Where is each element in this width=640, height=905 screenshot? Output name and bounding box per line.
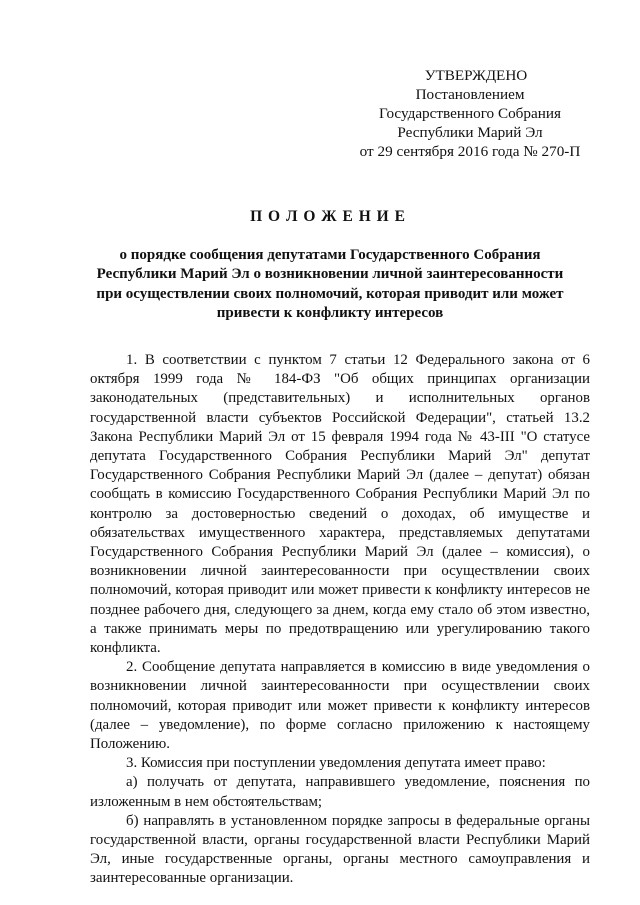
document-body [90,351,590,889]
approval-heading: УТВЕРЖДЕНО [424,67,528,84]
approval-stamp [340,66,600,161]
paragraph-1: 1. В соответствии с пунктом 7 статьи 12 Федерального закона от 6 октября 1999 года № 184-ФЗ "Об общих принципах организации законодательных (представительных) и исполнительных органов государственной власти субъектов Российской Федерации", статьей 13.2 Закона Республики Марий Эл от 15 февраля 1994 года № 43-III "О статусе депутата Государственного Собрания Республики Марий Эл" депутат Государственного Собрания Республики Марий Эл (далее – депутат) обязан сообщать в комиссию Государственного Собрания Республики Марий Эл по контролю за достоверностью сведений о доходах, об имуществе и обязательствах имущественного характера, представляемых депутатами Государственного Собрания Республики Марий Эл (далее – комиссия), о возникновении личной заинтересованности при осуществлении своих полномочий, которая приводит или может привести к конфликту интересов не позднее рабочего дня, следующего за днем, когда ему стало об этом известно, а также принимать меры по предотвращению или урегулированию такого конфликта. [90,352,590,657]
paragraph-2: 2. Сообщение депутата направляется в комиссию в виде уведомления о возникновении личной заинтересованности при осуществлении своих полномочий, которая приводит или может привести к конфликту интересов (далее – уведомление), по форме согласно приложению к настоящему Положению. [90,659,590,753]
approval-line-republic: Республики Марий Эл [397,124,543,141]
paragraph-3a: а) получать от депутата, направившего уведомление, пояснения по изложенным в нем обстоятельствам; [90,774,590,810]
document-title: П О Л О Ж Е Н И Е [250,208,406,225]
approval-line-assembly: Государственного Собрания [379,105,561,122]
paragraph-3b: б) направлять в установленном порядке запросы в федеральные органы государственной власти, органы государственной власти Республики Марий Эл, иные государственные органы, органы местного самоуправления и заинтересованные организации. [90,812,590,887]
approval-line-date: от 29 сентября 2016 года № 270-П [359,143,581,160]
document-subtitle: о порядке сообщения депутатами Государственного Собрания Республики Марий Эл о возникновении личной заинтересованности при осуществлении своих полномочий, которая приводит или может привести к конфликту интересов [96,247,564,321]
approval-line-decree: Постановлением [415,86,525,103]
paragraph-3: 3. Комиссия при поступлении уведомления депутата имеет право: [126,755,546,772]
